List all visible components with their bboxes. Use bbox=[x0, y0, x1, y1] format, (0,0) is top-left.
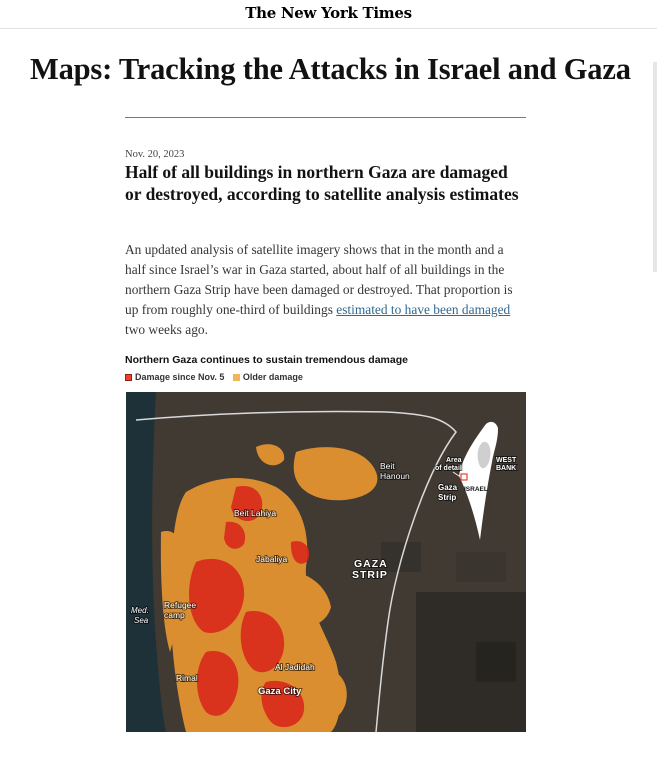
label-line: Refugee bbox=[164, 600, 197, 610]
label-med-sea bbox=[131, 606, 149, 625]
page-title: Maps: Tracking the Attacks in Israel and Gaza bbox=[30, 52, 631, 86]
label-line: BANK bbox=[496, 465, 517, 472]
inset-label-gaza-strip bbox=[438, 483, 458, 502]
label-line: Beit bbox=[380, 461, 395, 471]
label-line: Med. bbox=[131, 606, 149, 615]
satellite-map-graphic bbox=[126, 392, 526, 732]
divider bbox=[125, 117, 526, 118]
label-line: of detail bbox=[435, 465, 462, 472]
label-beit-lahiya: Beit Lahiya bbox=[234, 508, 277, 518]
masthead bbox=[0, 0, 657, 29]
label-line: WEST bbox=[496, 457, 517, 464]
inset-label-west-bank bbox=[496, 457, 517, 472]
update-subhead: Half of all buildings in northern Gaza are damaged or destroyed, according to satellite analysis estimates bbox=[125, 162, 519, 204]
label-gaza-city: Gaza City bbox=[258, 686, 302, 697]
update-date: Nov. 20, 2023 bbox=[125, 149, 185, 160]
scrollbar[interactable] bbox=[653, 62, 657, 272]
label-line: Hanoun bbox=[380, 471, 410, 481]
update-body bbox=[125, 240, 526, 340]
inset-label-israel: ISRAEL bbox=[464, 486, 488, 493]
label-al-jadidah: Al Jadidah bbox=[275, 662, 315, 672]
legend-label-new-damage: Damage since Nov. 5 bbox=[135, 372, 225, 382]
label-line: Sea bbox=[134, 616, 149, 625]
label-gaza-strip bbox=[352, 558, 388, 581]
map-title: Northern Gaza continues to sustain tremendous damage bbox=[125, 354, 408, 366]
label-line: GAZA bbox=[354, 558, 388, 570]
label-rimal: Rimal bbox=[176, 673, 198, 683]
label-jabaliya: Jabaliya bbox=[256, 554, 288, 564]
legend-swatch-older-damage bbox=[233, 374, 240, 381]
body-text-part: two weeks ago. bbox=[125, 322, 208, 337]
legend-swatch-new-damage bbox=[125, 374, 132, 381]
label-line: Gaza bbox=[438, 483, 458, 492]
label-line: STRIP bbox=[352, 569, 388, 581]
label-line: Strip bbox=[438, 493, 457, 502]
damage-map bbox=[126, 392, 526, 732]
legend-label-older-damage: Older damage bbox=[242, 372, 303, 382]
label-line: Area bbox=[446, 457, 462, 464]
body-text-part: An updated analysis of satellite imagery shows that in the month and a half since Israel’s war in Gaza started, about half of all buildings in the northern Gaza Strip have been damaged or destroyed. That proportion is up from roughly one-third of buildings bbox=[125, 242, 513, 317]
label-line: camp bbox=[164, 610, 185, 620]
map-legend bbox=[125, 372, 303, 382]
estimated-damage-link[interactable]: estimated to have been damaged bbox=[336, 302, 511, 317]
nyt-logo[interactable]: The New York Times bbox=[245, 4, 412, 22]
